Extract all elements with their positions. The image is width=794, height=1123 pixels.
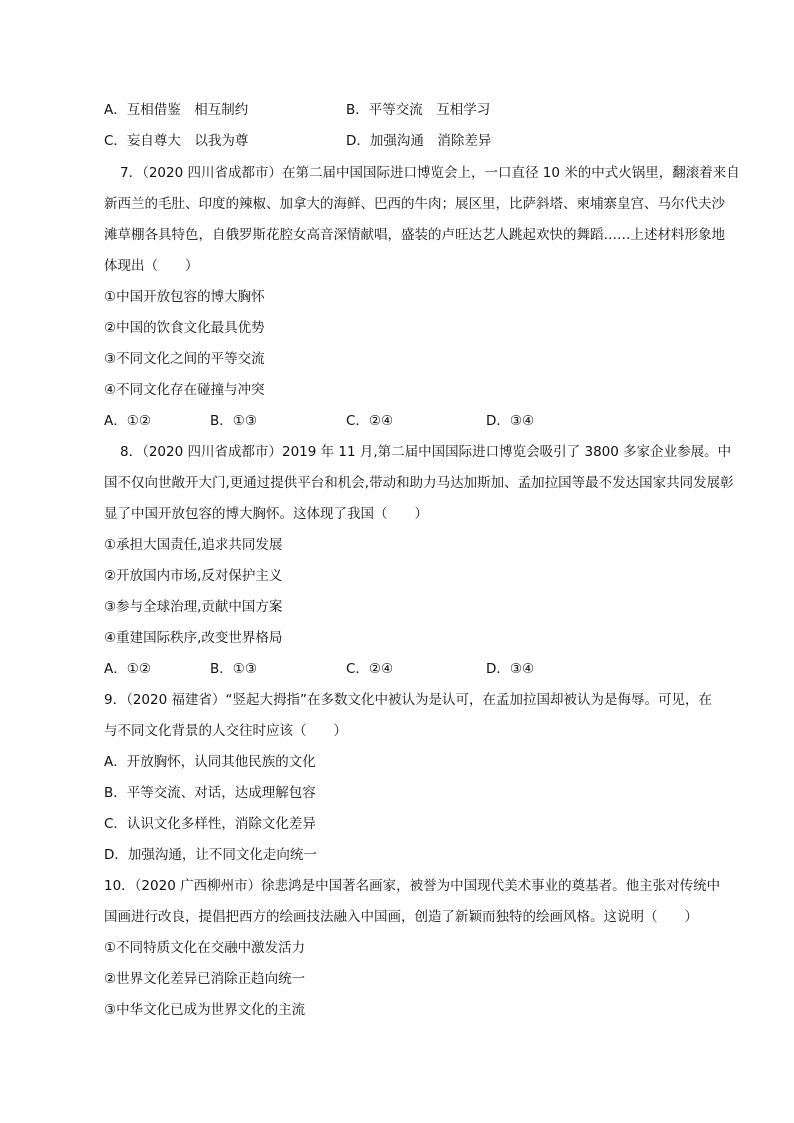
q8-statement-1: ①承担大国责任,追求共同发展 — [104, 537, 283, 553]
q10-line-1: 10．（2020 广西柳州市）徐悲鸿是中国著名画家，被誉为中国现代美术事业的奠基者。他主张对传统中 — [104, 878, 721, 894]
q9-line-2: 与不同文化背景的人交往时应该（ ） — [104, 723, 347, 739]
q7-statement-4: ④不同文化存在碰撞与冲突 — [104, 382, 265, 398]
q9-option-d: D．加强沟通，让不同文化走向统一 — [104, 847, 317, 863]
q7-statement-2: ②中国的饮食文化最具优势 — [104, 320, 265, 336]
q8-option-c: C．②④ — [346, 661, 394, 677]
q8-statement-4: ④重建国际秩序,改变世界格局 — [104, 630, 283, 646]
prev-option-b: B．平等交流 互相学习 — [346, 102, 491, 118]
q10-line-2: 国画进行改良，提倡把西方的绘画技法融入中国画，创造了新颖而独特的绘画风格。这说明（ ） — [104, 909, 698, 925]
q7-line-3: 滩草棚各具特色，自俄罗斯花腔女高音深情献唱，盛装的卢旺达艺人跳起欢快的舞蹈……上述材料形象地 — [104, 227, 725, 243]
q8-option-a: A．①② — [104, 661, 151, 677]
q7-line-2: 新西兰的毛肚、印度的辣椒、加拿大的海鲜、巴西的牛肉；展区里，比萨斜塔、柬埔寨皇宫、马尔代夫沙 — [104, 196, 725, 212]
q7-line-1: 7．（2020 四川省成都市）在第二届中国国际进口博览会上，一口直径 10 米的中式火锅里，翻滚着来自 — [120, 165, 740, 181]
q8-statement-3: ③参与全球治理,贡献中国方案 — [104, 599, 283, 615]
q9-option-c: C．认识文化多样性，消除文化差异 — [104, 816, 316, 832]
q10-statement-3: ③中华文化已成为世界文化的主流 — [104, 1002, 306, 1018]
q7-statement-3: ③不同文化之间的平等交流 — [104, 351, 265, 367]
q8-option-b: B．①③ — [210, 661, 257, 677]
q8-line-2: 国不仅向世敞开大门,更通过提供平台和机会,带动和助力马达加斯加、孟加拉国等最不发达国家共同发展彰 — [104, 475, 734, 491]
prev-option-a: A．互相借鉴 相互制约 — [104, 102, 249, 118]
prev-option-d: D．加强沟通 消除差异 — [346, 133, 492, 149]
q9-option-a: A．开放胸怀，认同其他民族的文化 — [104, 754, 316, 770]
q7-statement-1: ①中国开放包容的博大胸怀 — [104, 289, 265, 305]
q7-option-c: C．②④ — [346, 413, 394, 429]
prev-option-c: C．妄自尊大 以我为尊 — [104, 133, 249, 149]
q7-option-b: B．①③ — [210, 413, 257, 429]
q8-statement-2: ②开放国内市场,反对保护主义 — [104, 568, 283, 584]
q8-line-3: 显了中国开放包容的博大胸怀。这体现了我国（ ） — [104, 506, 428, 522]
q7-option-d: D．③④ — [486, 413, 535, 429]
q7-line-4: 体现出（ ） — [104, 258, 199, 274]
q9-option-b: B．平等交流、对话，达成理解包容 — [104, 785, 316, 801]
q10-statement-1: ①不同特质文化在交融中激发活力 — [104, 940, 306, 956]
q9-line-1: 9．（2020 福建省）“竖起大拇指”在多数文化中被认为是认可，在孟加拉国却被认为是侮辱。可见，在 — [104, 692, 712, 708]
q7-option-a: A．①② — [104, 413, 151, 429]
q10-statement-2: ②世界文化差异已消除正趋向统一 — [104, 971, 306, 987]
q8-line-1: 8．（2020 四川省成都市）2019 年 11 月,第二届中国国际进口博览会吸引了 3800 多家企业参展。中 — [120, 444, 732, 460]
q8-option-d: D．③④ — [486, 661, 535, 677]
